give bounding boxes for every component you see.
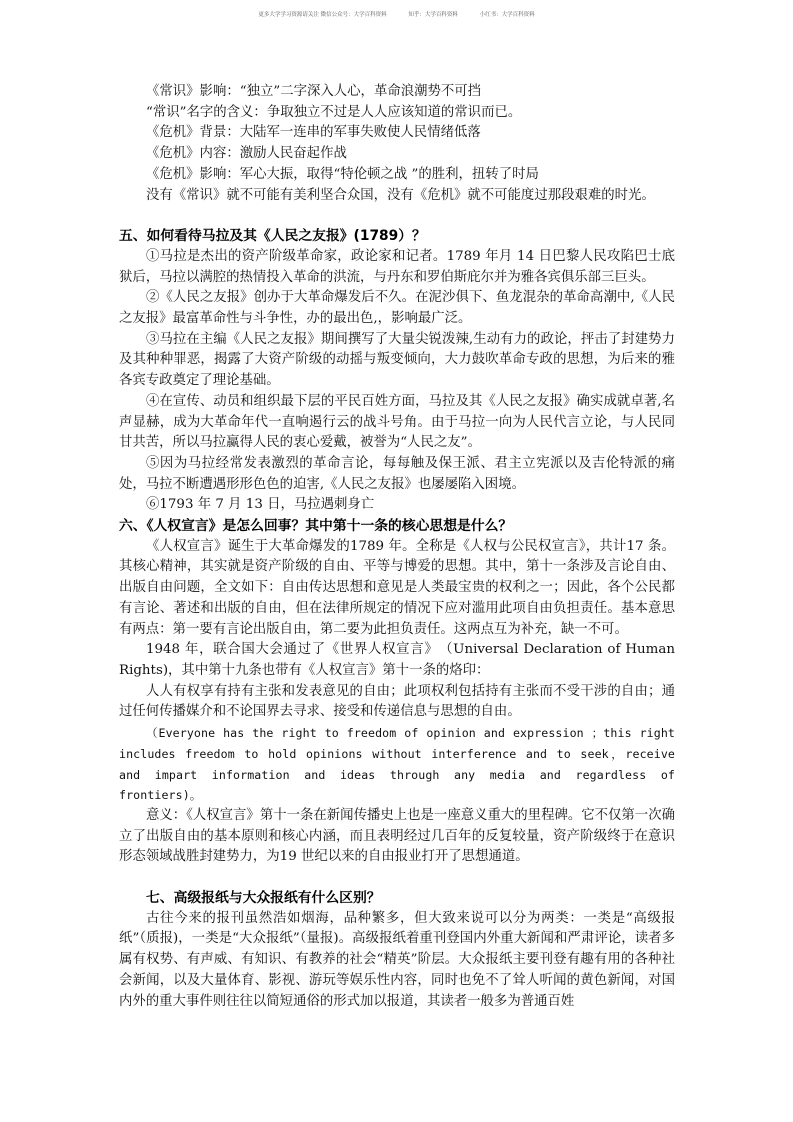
paragraph: ⑥1793 年 7 月 13 日，马拉遇刺身亡: [146, 497, 375, 513]
paragraph: “常识”名字的含义：争取独立不过是人人应该知道的常识而已。: [146, 104, 522, 120]
document-body: [119, 82, 675, 1012]
paragraph: ②《人民之友报》创办于大革命爆发后不久。在泥沙俱下、鱼龙混杂的革命高潮中,《人民之友报》最富革命性与斗争性，办的最出色,，影响最广泛。: [119, 290, 675, 327]
paragraph: ③马拉在主编《人民之友报》期间撰写了大量尖锐泼辣,生动有力的政论，抨击了封建势力及其种种罪恶，揭露了大资产阶级的动摇与叛变倾向，大力鼓吹革命专政的思想，为后来的雅各宾专政奠定了理论基础。: [119, 331, 675, 389]
paragraph-english: （Everyone has the right to freedom of opinion and expression ；this right includes freedom to hold opinions without interference and to seek，receive and impart information and ideas through any media and regardless of frontiers)。: [119, 726, 675, 803]
section-6: [119, 516, 675, 868]
paragraph: 《危机》背景：大陆军一连串的军事失败使人民情绪低落: [146, 125, 481, 141]
paragraph: 意义：《人权宣言》第十一条在新闻传播史上也是一座意义重大的里程碑。它不仅第一次确立了出版自由的基本原则和核心内涵，而且表明经过几百年的反复较量，资产阶级终于在意识形态领域战胜封建势力，为19 世纪以来的自由报业打开了思想通道。: [119, 807, 675, 865]
page-header: [0, 10, 793, 18]
section-7: [119, 888, 675, 1012]
section-heading: 七、高级报纸与大众报纸有什么区别？: [146, 890, 381, 907]
paragraph: ①马拉是杰出的资产阶级革命家，政论家和记者。1789 年月 14 日巴黎人民攻陷巴士底狱后，马拉以满腔的热情投入革命的洪流，与丹东和罗伯斯庇尔并为雅各宾俱乐部三巨头。: [119, 248, 675, 285]
paragraph: 《危机》内容：激励人民奋起作战: [146, 146, 347, 162]
paragraph: 1948 年，联合国大会通过了《世界人权宣言》 （Universal Declaration of Human Rights)，其中第十九条也带有《人权宣言》第十一条的烙印：: [119, 642, 675, 678]
section-heading: 六、《人权宣言》是怎么回事？其中第十一条的核心思想是什么？: [119, 518, 513, 535]
header-wechat: 更多大学学习资源请关注 微信公众号：大学百科资料: [258, 12, 387, 18]
paragraph: 《危机》影响：军心大振，取得“特伦顿之战 ”的胜利，扭转了时局: [146, 166, 539, 182]
section-heading: 五、如何看待马拉及其《人民之友报》(1789）？: [119, 228, 426, 245]
paragraph: 古往今来的报刊虽然浩如烟海，品种繁多，但大致来说可以分为两类：一类是“高级报纸”（质报)，一类是“大众报纸”（量报)。高级报纸着重刊登国内外重大新闻和严肃评论，读者多属有权势、有声威、有知识、有教养的社会“精英”阶层。大众报纸主要刊登有趣有用的各种社会新闻，以及大量体育、影视、游玩等娱乐性内容，同时也免不了耸人听闻的黄色新闻，对国内外的重大事件则往往以简短通俗的形式加以报道，其读者一般多为普通百姓: [119, 910, 675, 1009]
paragraph: ④在宣传、动员和组织最下层的平民百姓方面，马拉及其《人民之友报》确实成就卓著,名声显赫，成为大革命年代一直响遏行云的战斗号角。由于马拉一向为人民代言立论，与人民同甘共苦，所以马拉赢得人民的衷心爱戴，被誉为“人民之友”。: [119, 393, 675, 451]
paragraph: 《人权宣言》诞生于大革命爆发的1789 年。全称是《人权与公民权宣言》，共计17 条。其核心精神，其实就是资产阶级的自由、平等与博爱的思想。其中，第十一条涉及言论自由、出版自由问题，全文如下：自由传达思想和意见是人类最宝贵的权利之一；因此，各个公民都有言论、著述和出版的自由，但在法律所规定的情况下应对滥用此项自由负担责任。基本意思有两点：第一要有言论出版自由，第二要为此担负责任。这两点互为补充，缺一不可。: [119, 538, 675, 637]
section-4-tail: [119, 82, 675, 206]
paragraph: ⑤因为马拉经常发表激烈的革命言论，每每触及保王派、君主立宪派以及吉伦特派的痛处，马拉不断遭遇形形色色的迫害,《人民之友报》也屡屡陷入困境。: [119, 455, 675, 492]
header-zhihu: 知乎：大学百科资料: [408, 12, 458, 18]
paragraph: 没有《常识》就不可能有美利坚合众国，没有《危机》就不可能度过那段艰难的时光。: [146, 187, 655, 203]
paragraph: 人人有权享有持有主张和发表意见的自由；此项权利包括持有主张而不受干涉的自由；通过任何传播媒介和不论国界去寻求、接受和传递信息与思想的自由。: [119, 683, 675, 720]
section-5: [119, 226, 675, 516]
header-xiaohongshu: 小红书：大学百科资料: [479, 12, 535, 18]
paragraph: 《常识》影响：“独立”二字深入人心，革命浪潮势不可挡: [146, 84, 482, 99]
